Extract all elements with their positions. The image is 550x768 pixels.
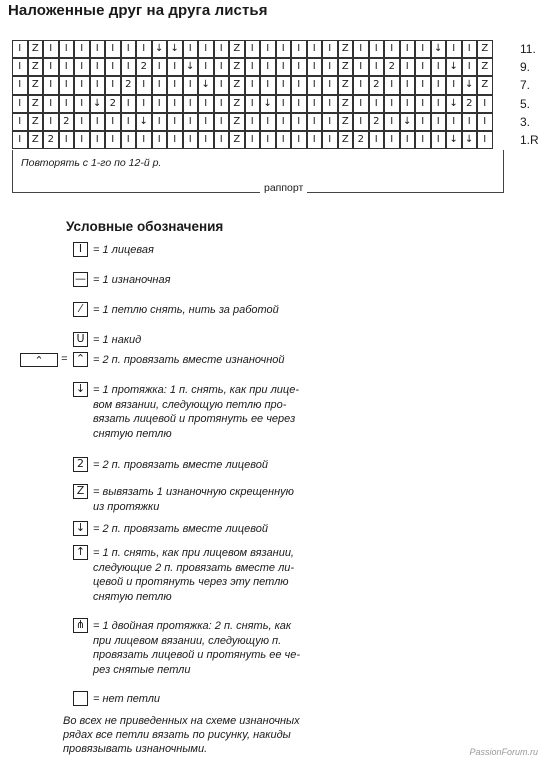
chart-cell: I bbox=[105, 131, 121, 149]
legend-text: = 2 п. провязать вместе лицевой bbox=[93, 459, 268, 471]
legend-symbol-icon: — bbox=[75, 272, 86, 286]
chart-cell: I bbox=[369, 58, 385, 76]
chart-cell: ↓ bbox=[152, 40, 168, 58]
chart-cell: I bbox=[477, 113, 493, 131]
legend-item bbox=[73, 692, 433, 707]
chart-cell: I bbox=[167, 76, 183, 94]
chart-cell: I bbox=[183, 131, 199, 149]
legend-symbol-icon: ⌃ bbox=[73, 352, 88, 367]
legend-symbol-icon: ⋔ bbox=[73, 618, 88, 633]
chart-cell: I bbox=[214, 95, 230, 113]
chart-cell: I bbox=[260, 113, 276, 131]
legend-item bbox=[73, 243, 433, 258]
page-title: Наложенные друг на друга листья bbox=[8, 2, 268, 19]
chart-cell: Z bbox=[28, 131, 44, 149]
row-number: 9. bbox=[520, 60, 531, 75]
chart-cell: I bbox=[74, 131, 90, 149]
chart-cell: I bbox=[74, 76, 90, 94]
chart-cell: I bbox=[105, 113, 121, 131]
legend-symbol-icon: 2 bbox=[73, 457, 88, 472]
chart-cell: I bbox=[384, 131, 400, 149]
chart-cell: I bbox=[415, 131, 431, 149]
chart-cell: I bbox=[198, 58, 214, 76]
chart-cell: ↓ bbox=[260, 95, 276, 113]
chart-cell: I bbox=[245, 131, 261, 149]
chart-cell: Z bbox=[338, 113, 354, 131]
chart-cell: I bbox=[105, 58, 121, 76]
chart-cell: I bbox=[260, 40, 276, 58]
chart-cell: I bbox=[183, 76, 199, 94]
chart-cell: Z bbox=[338, 131, 354, 149]
chart-cell: I bbox=[322, 95, 338, 113]
chart-cell: ↓ bbox=[446, 58, 462, 76]
chart-cell: ↓ bbox=[462, 131, 478, 149]
chart-cell: I bbox=[415, 95, 431, 113]
chart-cell: 2 bbox=[43, 131, 59, 149]
chart-cell: I bbox=[105, 40, 121, 58]
chart-cell: 2 bbox=[121, 76, 137, 94]
chart-cell: I bbox=[415, 40, 431, 58]
chart-cell: I bbox=[431, 95, 447, 113]
chart-cell: I bbox=[415, 76, 431, 94]
chart-cell: I bbox=[307, 113, 323, 131]
chart-cell: I bbox=[384, 113, 400, 131]
chart-cell: I bbox=[322, 76, 338, 94]
chart-cell: ↓ bbox=[400, 113, 416, 131]
chart-cell: Z bbox=[338, 95, 354, 113]
legend-text: = 1 протяжка: 1 п. снять, как при лице- вом вязании, следующую петлю про- вязать лицевой и протянуть ее через снятую петлю bbox=[93, 384, 299, 440]
legend-text: = 1 п. снять, как при лицевом вязании, следующие 2 п. провязать вместе ли- цевой и протянуть через эту петлю снятую петлю bbox=[93, 547, 295, 603]
chart-cell: ↓ bbox=[183, 58, 199, 76]
chart-cell: I bbox=[152, 131, 168, 149]
chart-cell: I bbox=[136, 95, 152, 113]
chart-cell: I bbox=[369, 40, 385, 58]
chart-cell: I bbox=[322, 113, 338, 131]
chart-cell: ↓ bbox=[431, 40, 447, 58]
chart-cell: I bbox=[353, 113, 369, 131]
chart-cell: I bbox=[43, 76, 59, 94]
legend-item bbox=[73, 353, 433, 368]
chart-cell: I bbox=[291, 76, 307, 94]
chart-cell: I bbox=[322, 58, 338, 76]
chart-cell: 2 bbox=[369, 113, 385, 131]
repeat-note: Повторять с 1-го по 12-й р. bbox=[21, 157, 162, 169]
legend-symbol-icon: Z bbox=[73, 484, 88, 499]
chart-cell: ↓ bbox=[90, 95, 106, 113]
chart-cell: I bbox=[198, 95, 214, 113]
chart-cell: Z bbox=[28, 95, 44, 113]
chart-cell: I bbox=[183, 40, 199, 58]
chart-cell: I bbox=[353, 58, 369, 76]
chart-cell: Z bbox=[28, 113, 44, 131]
chart-cell: I bbox=[12, 76, 28, 94]
chart-cell: I bbox=[198, 131, 214, 149]
row-number: 1.R bbox=[520, 133, 539, 147]
chart-cell: I bbox=[276, 131, 292, 149]
chart-cell: Z bbox=[229, 40, 245, 58]
chart-cell: ↓ bbox=[446, 95, 462, 113]
chart-cell: I bbox=[152, 76, 168, 94]
legend-text: = 2 п. провязать вместе изнаночной bbox=[93, 354, 285, 366]
legend-item bbox=[73, 333, 433, 348]
chart-cell: ↓ bbox=[198, 76, 214, 94]
chart-cell: I bbox=[384, 95, 400, 113]
chart-cell: Z bbox=[338, 76, 354, 94]
chart-cell: I bbox=[431, 58, 447, 76]
chart-cell: I bbox=[12, 58, 28, 76]
chart-cell: I bbox=[198, 40, 214, 58]
chart-cell: I bbox=[291, 58, 307, 76]
chart-cell: ↓ bbox=[462, 76, 478, 94]
chart-cell: I bbox=[90, 76, 106, 94]
rapport-label: раппорт bbox=[260, 182, 307, 194]
chart-cell: I bbox=[152, 95, 168, 113]
chart-cell: I bbox=[74, 113, 90, 131]
legend-text: = 1 лицевая bbox=[93, 244, 154, 256]
chart-cell: Z bbox=[229, 95, 245, 113]
watermark: PassionForum.ru bbox=[469, 747, 538, 757]
chart-cell: I bbox=[276, 113, 292, 131]
chart-cell: I bbox=[136, 76, 152, 94]
legend-text: = 2 п. провязать вместе лицевой bbox=[93, 523, 268, 535]
chart-cell: Z bbox=[338, 40, 354, 58]
chart-cell: I bbox=[462, 58, 478, 76]
chart-cell: 2 bbox=[59, 113, 75, 131]
chart-cell: I bbox=[167, 95, 183, 113]
chart-cell: 2 bbox=[462, 95, 478, 113]
chart-cell: I bbox=[260, 58, 276, 76]
chart-cell: I bbox=[12, 40, 28, 58]
chart-cell: I bbox=[136, 131, 152, 149]
legend-symbol-icon: I bbox=[73, 242, 88, 257]
legend-text: = 1 накид bbox=[93, 334, 142, 346]
chart-cell: I bbox=[74, 58, 90, 76]
chart-cell: I bbox=[307, 40, 323, 58]
chart-cell: I bbox=[74, 40, 90, 58]
chart-cell: I bbox=[43, 95, 59, 113]
chart-cell: I bbox=[245, 40, 261, 58]
legend-item bbox=[73, 619, 433, 677]
chart-cell: I bbox=[12, 95, 28, 113]
chart-cell: I bbox=[90, 113, 106, 131]
chart-cell: Z bbox=[229, 58, 245, 76]
legend-symbol-icon bbox=[73, 691, 88, 706]
chart-cell: I bbox=[59, 40, 75, 58]
chart-cell: I bbox=[400, 40, 416, 58]
legend-symbol-icon: ↓ bbox=[73, 521, 88, 536]
chart-cell: I bbox=[291, 95, 307, 113]
chart-cell: I bbox=[152, 58, 168, 76]
chart-cell: I bbox=[446, 113, 462, 131]
chart-cell: I bbox=[369, 131, 385, 149]
chart-cell: I bbox=[322, 131, 338, 149]
chart-cell: Z bbox=[28, 76, 44, 94]
chart-cell: I bbox=[59, 95, 75, 113]
chart-cell: I bbox=[384, 76, 400, 94]
chart-cell: Z bbox=[28, 40, 44, 58]
chart-cell: I bbox=[369, 95, 385, 113]
chart-cell: I bbox=[400, 95, 416, 113]
chart-cell: I bbox=[353, 95, 369, 113]
legend-text: = 1 изнаночная bbox=[93, 274, 171, 286]
chart-cell: I bbox=[214, 131, 230, 149]
chart-cell: I bbox=[307, 58, 323, 76]
chart-cell: I bbox=[431, 113, 447, 131]
chart-cell: ↓ bbox=[136, 113, 152, 131]
legend-item bbox=[73, 303, 433, 318]
chart-cell: 2 bbox=[384, 58, 400, 76]
equals-sign: = bbox=[61, 353, 68, 365]
chart-cell: I bbox=[276, 95, 292, 113]
chart-cell: I bbox=[353, 40, 369, 58]
chart-cell: I bbox=[167, 58, 183, 76]
row-number: 5. bbox=[520, 96, 531, 111]
legend-item bbox=[73, 383, 433, 441]
chart-cell: I bbox=[183, 95, 199, 113]
chart-cell: I bbox=[400, 131, 416, 149]
legend-symbol-icon: ↑ bbox=[73, 545, 88, 560]
row-number: 3. bbox=[520, 114, 531, 129]
legend-item bbox=[73, 273, 433, 288]
chart-cell: I bbox=[214, 113, 230, 131]
chart-cell: I bbox=[415, 113, 431, 131]
chart-cell: I bbox=[43, 58, 59, 76]
chart-cell: I bbox=[59, 58, 75, 76]
chart-cell: I bbox=[276, 76, 292, 94]
chart-cell: I bbox=[477, 95, 493, 113]
chart-cell: I bbox=[183, 113, 199, 131]
chart-cell: I bbox=[307, 95, 323, 113]
chart-cell: I bbox=[291, 113, 307, 131]
chart-cell: Z bbox=[477, 58, 493, 76]
chart-cell: I bbox=[214, 58, 230, 76]
chart-cell: I bbox=[276, 58, 292, 76]
legend-text: = 1 двойная протяжка: 2 п. снять, как при лицевом вязании, следующую п. провязать лицевой и протянуть ее че- рез снятые петли bbox=[93, 620, 300, 676]
chart-cell: I bbox=[121, 40, 137, 58]
chart-cell: I bbox=[90, 131, 106, 149]
chart-cell: I bbox=[90, 40, 106, 58]
chart-cell: Z bbox=[229, 131, 245, 149]
row-number: 11. bbox=[520, 42, 536, 56]
chart-cell: I bbox=[152, 113, 168, 131]
legend-title: Условные обозначения bbox=[66, 219, 224, 234]
chart-cell: 2 bbox=[369, 76, 385, 94]
chart-cell: I bbox=[291, 131, 307, 149]
chart-cell: I bbox=[121, 58, 137, 76]
chart-cell: I bbox=[245, 113, 261, 131]
chart-cell: Z bbox=[229, 76, 245, 94]
legend-item bbox=[73, 458, 433, 473]
legend-item bbox=[73, 546, 433, 604]
chart-cell: I bbox=[121, 113, 137, 131]
chart-cell: I bbox=[105, 76, 121, 94]
chart-cell: I bbox=[167, 131, 183, 149]
chart-cell: I bbox=[384, 40, 400, 58]
chart-cell: I bbox=[245, 58, 261, 76]
chart-cell: I bbox=[214, 76, 230, 94]
chart-cell: I bbox=[400, 76, 416, 94]
wide-decrease-symbol: ⌃ bbox=[20, 353, 58, 367]
chart-cell: 2 bbox=[105, 95, 121, 113]
chart-cell: I bbox=[74, 95, 90, 113]
chart-cell: ↓ bbox=[446, 131, 462, 149]
legend-symbol-icon: U bbox=[73, 332, 88, 347]
chart-cell: I bbox=[307, 131, 323, 149]
chart-cell: I bbox=[462, 40, 478, 58]
chart-cell: I bbox=[59, 76, 75, 94]
chart-cell: I bbox=[431, 76, 447, 94]
chart-cell: 2 bbox=[353, 131, 369, 149]
chart-cell: I bbox=[136, 40, 152, 58]
chart-cell: Z bbox=[28, 58, 44, 76]
chart-cell: I bbox=[353, 76, 369, 94]
chart-cell: Z bbox=[338, 58, 354, 76]
chart-cell: I bbox=[12, 113, 28, 131]
chart-cell: I bbox=[90, 58, 106, 76]
chart-cell: 2 bbox=[136, 58, 152, 76]
chart-cell: I bbox=[59, 131, 75, 149]
chart-cell: I bbox=[245, 95, 261, 113]
chart-cell: I bbox=[400, 58, 416, 76]
chart-cell: I bbox=[214, 40, 230, 58]
chart-cell: I bbox=[276, 40, 292, 58]
legend-item bbox=[73, 522, 433, 537]
footnote: Во всех не приведенных на схеме изнаночных рядах все петли вязать по рисунку, накиды провязывать изнаночными. bbox=[63, 715, 300, 755]
chart-cell: I bbox=[43, 113, 59, 131]
chart-cell: I bbox=[260, 131, 276, 149]
legend-item bbox=[73, 485, 433, 514]
chart-cell: I bbox=[12, 131, 28, 149]
chart-cell: I bbox=[121, 95, 137, 113]
chart-cell: Z bbox=[229, 113, 245, 131]
chart-cell: I bbox=[260, 76, 276, 94]
chart-cell: Z bbox=[477, 76, 493, 94]
chart-cell: I bbox=[245, 76, 261, 94]
chart-cell: I bbox=[167, 113, 183, 131]
chart-cell: I bbox=[121, 131, 137, 149]
chart-cell: I bbox=[291, 40, 307, 58]
legend-text: = 1 петлю снять, нить за работой bbox=[93, 304, 279, 316]
chart-cell: I bbox=[322, 40, 338, 58]
legend-text: = вывязать 1 изнаночную скрещенную из протяжки bbox=[93, 486, 294, 513]
legend-symbol-icon: ⁄ bbox=[73, 302, 88, 317]
chart-cell: I bbox=[43, 40, 59, 58]
chart-cell: I bbox=[198, 113, 214, 131]
chart-cell: I bbox=[415, 58, 431, 76]
chart-cell: I bbox=[477, 131, 493, 149]
chart-cell: I bbox=[462, 113, 478, 131]
chart-cell: I bbox=[431, 131, 447, 149]
repeat-bracket bbox=[12, 150, 504, 193]
chart-cell: I bbox=[446, 40, 462, 58]
legend-text: = нет петли bbox=[93, 693, 161, 705]
chart-cell: ↓ bbox=[167, 40, 183, 58]
chart-cell: Z bbox=[477, 40, 493, 58]
row-number: 7. bbox=[520, 78, 531, 93]
chart-cell: I bbox=[307, 76, 323, 94]
legend-symbol-icon: ↓ bbox=[73, 382, 88, 397]
chart-cell: I bbox=[446, 76, 462, 94]
